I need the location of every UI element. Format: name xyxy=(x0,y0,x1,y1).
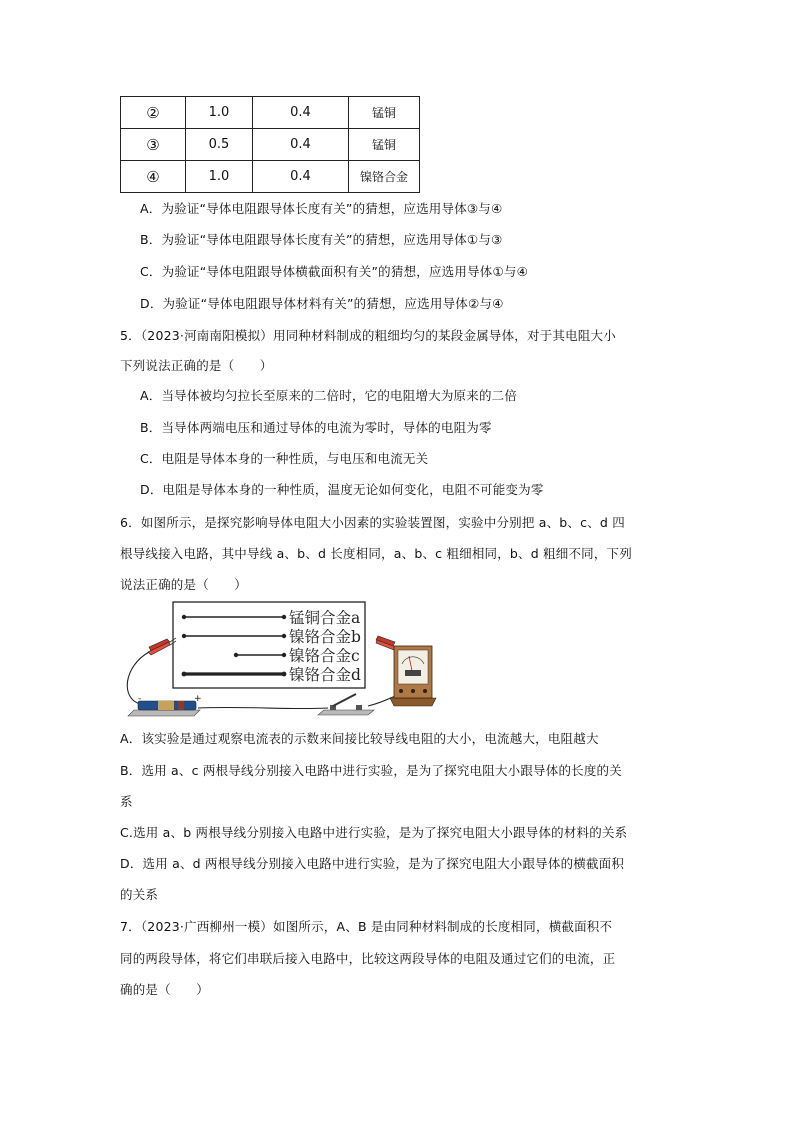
label-c: 镍铬合金c xyxy=(289,647,360,665)
q4-option-b: B．为验证“导体电阻跟导体长度有关”的猜想，应选用导体①与③ xyxy=(140,232,503,247)
table-row xyxy=(121,161,420,193)
wire-d-end xyxy=(182,672,187,677)
q5-option-c: C．电阻是导体本身的一种性质，与电压和电流无关 xyxy=(140,451,429,466)
q6-option-b-line2: 系 xyxy=(120,794,133,809)
label-a: 锰铜合金a xyxy=(289,609,361,627)
table-cell: 1.0 xyxy=(186,161,253,193)
table-cell: 0.4 xyxy=(253,97,349,129)
table-row xyxy=(121,129,420,161)
ammeter-icon xyxy=(390,646,436,706)
table-cell: 0.4 xyxy=(253,129,349,161)
battery-minus-label: - xyxy=(138,694,142,704)
table-cell: 锰铜 xyxy=(349,97,420,129)
table-cell: ④ xyxy=(121,161,186,193)
right-alligator-clip xyxy=(376,636,396,650)
label-b: 镍铬合金b xyxy=(289,628,361,646)
q4-option-a: A．为验证“导体电阻跟导体长度有关”的猜想，应选用导体③与④ xyxy=(140,201,503,216)
q6-stem-line3: 说法正确的是（ ） xyxy=(120,577,248,592)
q6-option-d-line1: D．选用 a、d 两根导线分别接入电路中进行实验，是为了探究电阻大小跟导体的横截面积 xyxy=(120,856,625,871)
lead-wire xyxy=(198,707,328,708)
label-d: 镍铬合金d xyxy=(289,666,361,684)
table-cell: ② xyxy=(121,97,186,129)
battery-plus-label: + xyxy=(194,694,202,704)
q5-stem-line1: 5．（2023·河南南阳模拟）用同种材料制成的粗细均匀的某段金属导体，对于其电阻大小 xyxy=(120,328,616,343)
wire-a-end xyxy=(282,615,286,619)
q4-option-c: C．为验证“导体电阻跟导体横截面积有关”的猜想，应选用导体①与④ xyxy=(140,264,528,279)
q7-stem-line3: 确的是（ ） xyxy=(120,982,209,997)
table-cell: 1.0 xyxy=(186,97,253,129)
q6-stem-line1: 6．如图所示，是探究影响导体电阻大小因素的实验装置图，实验中分别把 a、b、c、d 四 xyxy=(120,515,625,530)
q7-stem-line2: 同的两段导体，将它们串联后接入电路中，比较这两段导体的电阻及通过它们的电流，正 xyxy=(120,951,616,966)
q6-option-b-line1: B．选用 a、c 两根导线分别接入电路中进行实验，是为了探究电阻大小跟导体的长度的关 xyxy=(120,763,622,778)
q4-option-d: D．为验证“导体电阻跟导体材料有关”的猜想，应选用导体②与④ xyxy=(140,296,504,311)
wire-c-end xyxy=(282,653,286,657)
q5-stem-line2: 下列说法正确的是（ ） xyxy=(120,358,273,373)
conductor-table xyxy=(120,96,420,193)
q6-option-a: A．该实验是通过观察电流表的示数来间接比较导线电阻的大小，电流越大，电阻越大 xyxy=(120,731,599,746)
q6-option-d-line2: 的关系 xyxy=(120,887,159,902)
wire-c-end xyxy=(234,653,238,657)
left-alligator-clip xyxy=(148,638,176,655)
table-row xyxy=(121,97,420,129)
q5-option-b: B．当导体两端电压和通过导体的电流为零时，导体的电阻为零 xyxy=(140,420,492,435)
q5-option-a: A．当导体被均匀拉长至原来的二倍时，它的电阻增大为原来的二倍 xyxy=(140,388,518,403)
q6-stem-line2: 根导线接入电路，其中导线 a、b、d 长度相同，a、b、c 粗细相同，b、d 粗细不同，下列 xyxy=(120,546,632,561)
q7-stem-line1: 7．（2023·广西柳州一模）如图所示，A、B 是由同种材料制成的长度相同，横截面积不 xyxy=(120,919,613,934)
wire-b-end xyxy=(182,634,186,638)
q5-option-d: D．电阻是导体本身的一种性质，温度无论如何变化，电阻不可能变为零 xyxy=(140,482,544,497)
wire-d-end xyxy=(282,672,287,677)
switch-icon xyxy=(318,694,374,715)
table-cell: 镍铬合金 xyxy=(349,161,420,193)
wire-a-end xyxy=(182,615,186,619)
table-cell: 锰铜 xyxy=(349,129,420,161)
circuit-figure xyxy=(118,598,448,718)
table-cell: ③ xyxy=(121,129,186,161)
table-cell: 0.5 xyxy=(186,129,253,161)
wire-b-end xyxy=(282,634,286,638)
table-cell: 0.4 xyxy=(253,161,349,193)
q6-option-c: C.选用 a、b 两根导线分别接入电路中进行实验，是为了探究电阻大小跟导体的材料的关系 xyxy=(120,825,628,840)
